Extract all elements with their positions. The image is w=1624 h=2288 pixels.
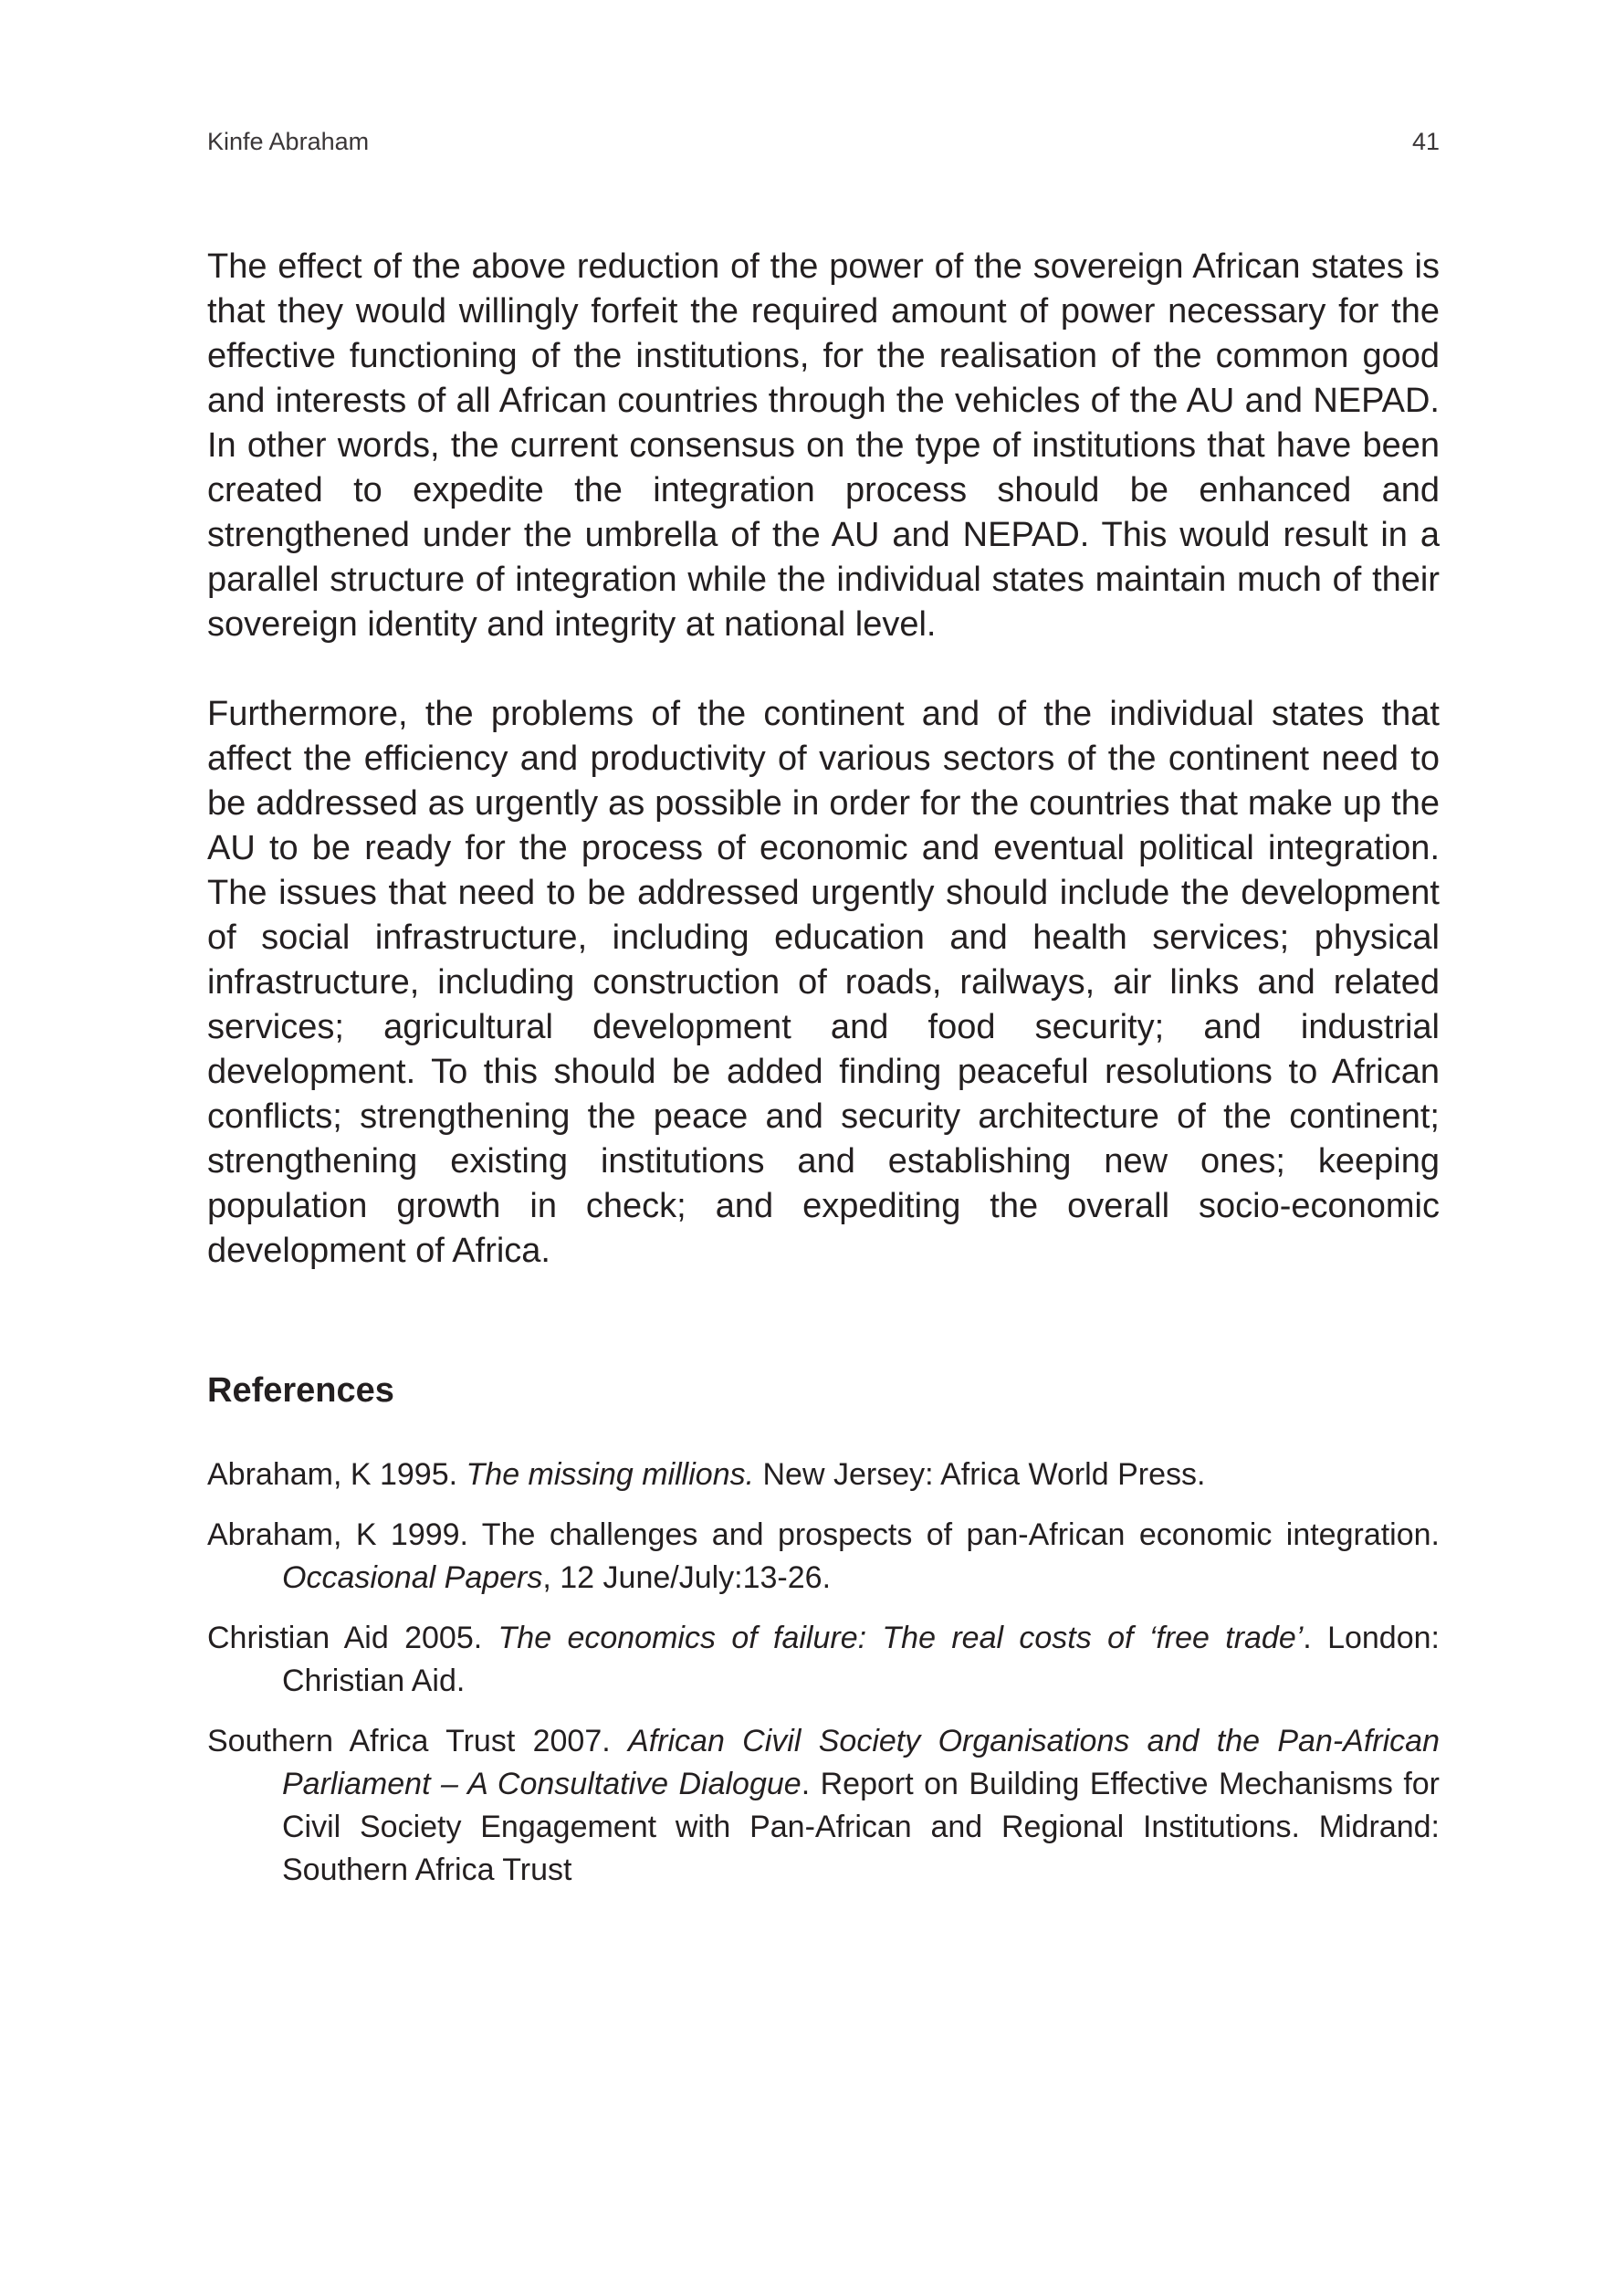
reference-list	[207, 1454, 1440, 1892]
reference-title: The economics of failure: The real costs of ‘free trade’	[498, 1621, 1304, 1655]
reference-tail: , 12 June/July:13-26.	[542, 1560, 832, 1595]
reference-lead: Southern Africa Trust 2007.	[207, 1724, 629, 1758]
page-body	[207, 245, 1440, 1909]
body-paragraph: Furthermore, the problems of the continent and of the individual states that affect the efficiency and productivity of various sectors of the continent need to be addressed as urgently as possible in order for the countries that make up the AU to be ready for the process of economic and eventual political integration. The issues that need to be addressed urgently should include the development of social infrastructure, including education and health services; physical infrastructure, including construction of roads, railways, air links and related services; agricultural development and food security; and industrial development. To this should be added finding peaceful resolutions to African conflicts; strengthening the peace and security architecture of the continent; strengthening existing institutions and establishing new ones; keeping population growth in check; and expediting the overall socio-economic development of Africa.	[207, 695, 1440, 1270]
reference-tail: . London: Christian Aid.	[282, 1621, 1440, 1698]
reference-entry	[207, 1514, 1440, 1600]
reference-lead: Christian Aid 2005.	[207, 1621, 498, 1655]
reference-tail: . Report on Building Effective Mechanisms for Civil Society Engagement with Pan-African and Regional Institutions. Midrand: Southern Africa Trust	[282, 1767, 1440, 1887]
page-number: 41	[1411, 128, 1440, 155]
reference-lead: Abraham, K 1999. The challenges and prospects of pan-African economic integration.	[207, 1517, 1440, 1552]
reference-entry	[207, 1454, 1440, 1496]
running-header	[207, 125, 1440, 158]
reference-title: The missing millions.	[466, 1457, 755, 1492]
running-header-author: Kinfe Abraham	[207, 128, 370, 155]
body-paragraph: The effect of the above reduction of the power of the sovereign African states is that they would willingly forfeit the required amount of power necessary for the effective functioning of the institutions, for the realisation of the common good and interests of all African countries through the vehicles of the AU and NEPAD. In other words, the current consensus on the type of institutions that have been created to expedite the integration process should be enhanced and strengthened under the umbrella of the AU and NEPAD. This would result in a parallel structure of integration while the individual states maintain much of their sovereign identity and integrity at national level.	[207, 247, 1440, 644]
reference-title: African Civil Society Organisations and the Pan-African Parliament – A Consultative Dialogue	[282, 1724, 1440, 1801]
reference-entry	[207, 1617, 1440, 1703]
reference-lead: Abraham, K 1995.	[207, 1457, 466, 1492]
reference-tail: New Jersey: Africa World Press.	[754, 1457, 1206, 1492]
reference-entry	[207, 1720, 1440, 1892]
reference-title: Occasional Papers	[282, 1560, 543, 1595]
references-heading: References	[207, 1371, 394, 1410]
